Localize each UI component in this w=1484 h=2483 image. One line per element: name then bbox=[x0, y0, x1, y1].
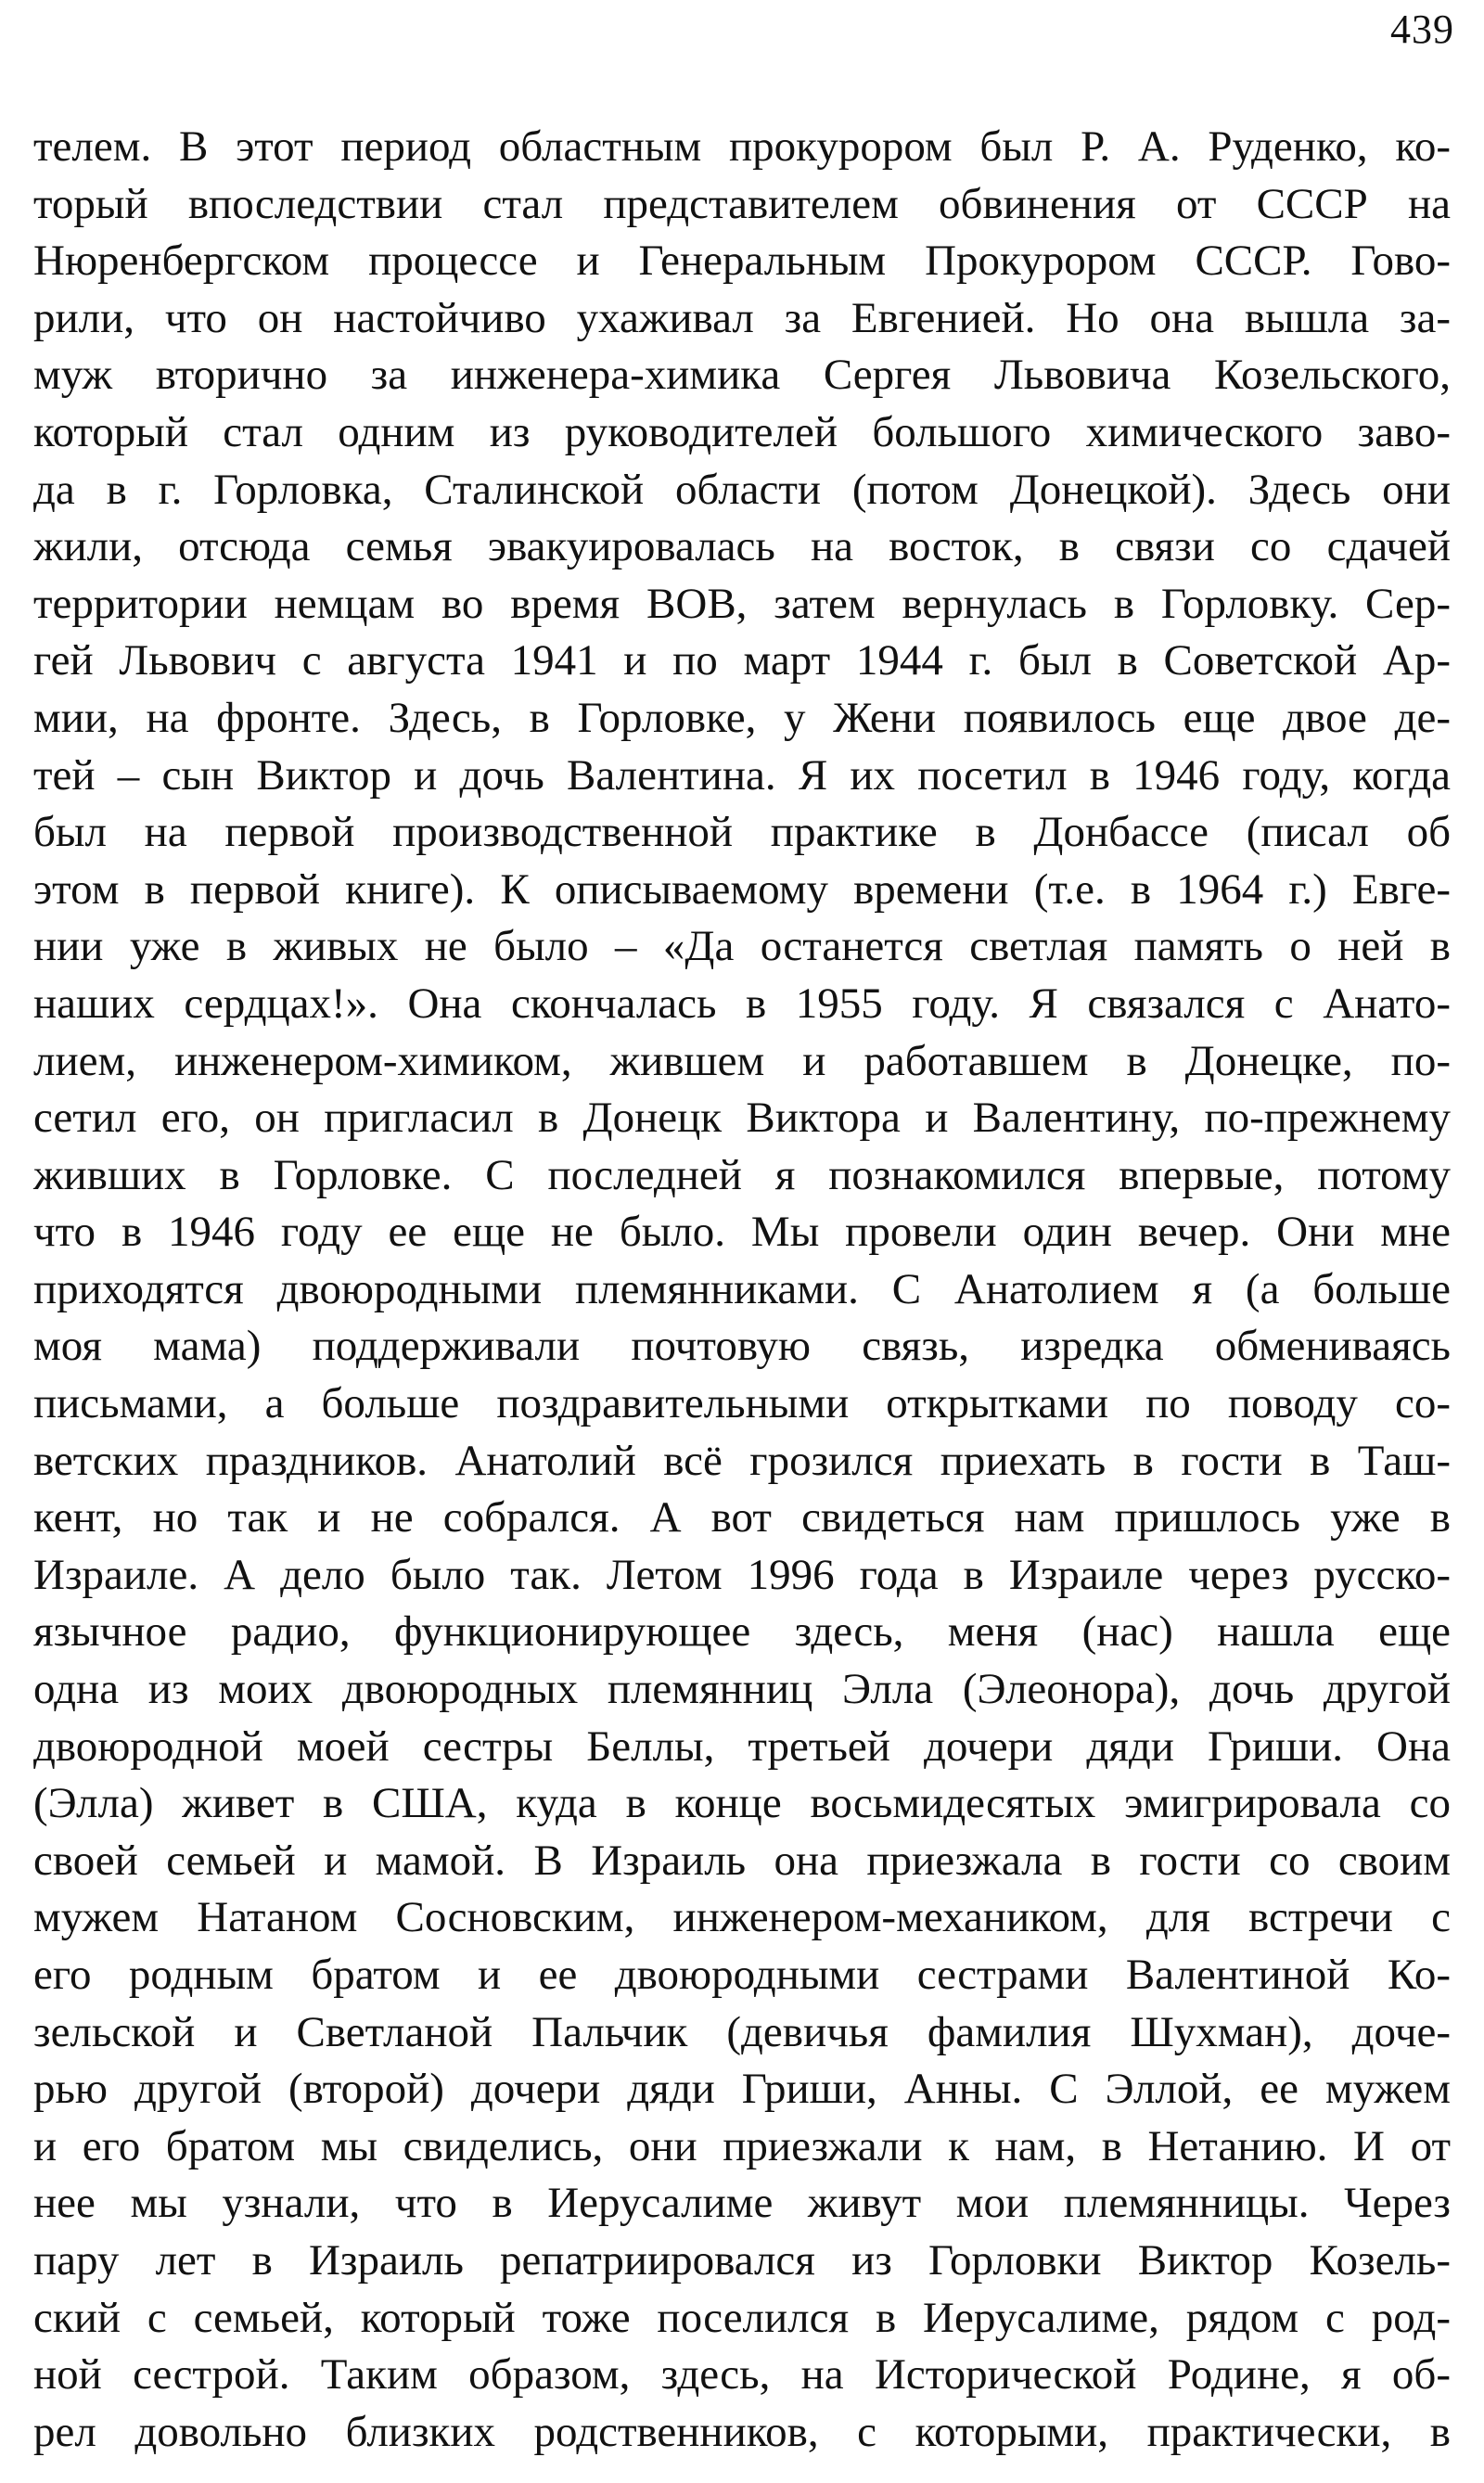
text-line: и его братом мы свиделись, они приезжали к нам, в Нетанию. И от bbox=[33, 2121, 1451, 2170]
text-line: письмами, а больше поздравительными открытками по поводу со- bbox=[33, 1379, 1451, 1428]
text-line: двоюродной моей сестры Беллы, третьей дочери дяди Гриши. Она bbox=[33, 1721, 1451, 1771]
text-line: который стал одним из руководителей большого химического заво- bbox=[33, 407, 1451, 456]
text-line: жили, отсюда семья эвакуировалась на восток, в связи со сдачей bbox=[33, 522, 1451, 571]
text-line: (Элла) живет в США, куда в конце восьмидесятых эмигрировала со bbox=[33, 1779, 1451, 1828]
text-line: рили, что он настойчиво ухаживал за Евгенией. Но она вышла за- bbox=[33, 293, 1451, 342]
text-line: одна из моих двоюродных племянниц Элла (Элеонора), дочь другой bbox=[33, 1665, 1451, 1714]
page-number: 439 bbox=[1390, 6, 1454, 52]
text-line: ной сестрой. Таким образом, здесь, на Исторической Родине, я об- bbox=[33, 2350, 1451, 2400]
text-line: нии уже в живых не было – «Да останется светлая память о ней в bbox=[33, 922, 1451, 971]
text-line: территории немцам во время ВОВ, затем вернулась в Горловку. Сер- bbox=[33, 579, 1451, 628]
text-line: моя мама) поддерживали почтовую связь, изредка обмениваясь bbox=[33, 1322, 1451, 1371]
text-line: тей – сын Виктор и дочь Валентина. Я их посетил в 1946 году, когда bbox=[33, 750, 1451, 800]
text-line: рью другой (второй) дочери дяди Гриши, Анны. С Эллой, ее мужем bbox=[33, 2065, 1451, 2114]
text-line: пару лет в Израиль репатриировался из Горловки Виктор Козель- bbox=[33, 2235, 1451, 2285]
text-line: торый впоследствии стал представителем обвинения от СССР на bbox=[33, 179, 1451, 228]
text-line: этом в первой книге). К описываемому времени (т.е. в 1964 г.) Евге- bbox=[33, 864, 1451, 914]
text-line: был на первой производственной практике в Донбассе (писал об bbox=[33, 808, 1451, 857]
text-line: зельской и Светланой Пальчик (девичья фамилия Шухман), доче- bbox=[33, 2007, 1451, 2056]
text-line: мии, на фронте. Здесь, в Горловке, у Жени появилось еще двое де- bbox=[33, 693, 1451, 742]
text-line: приходятся двоюродными племянниками. С Анатолием я (а больше bbox=[33, 1264, 1451, 1313]
text-line: ский с семьей, который тоже поселился в Иерусалиме, рядом с род- bbox=[33, 2293, 1451, 2342]
text-line: своей семьей и мамой. В Израиль она приезжала в гости со своим bbox=[33, 1836, 1451, 1885]
text-line: язычное радио, функционирующее здесь, меня (нас) нашла еще bbox=[33, 1607, 1451, 1657]
text-line: рел довольно близких родственников, с которыми, практически, в bbox=[33, 2407, 1451, 2456]
text-line: ветских праздников. Анатолий всё грозился приехать в гости в Таш- bbox=[33, 1436, 1451, 1485]
text-line: нее мы узнали, что в Иерусалиме живут мои племянницы. Через bbox=[33, 2179, 1451, 2228]
text-line: муж вторично за инженера-химика Сергея Львовича Козельского, bbox=[33, 351, 1451, 400]
text-line: телем. В этот период областным прокурором был Р. А. Руденко, ко- bbox=[33, 122, 1451, 171]
text-line: лием, инженером-химиком, жившем и работавшем в Донецке, по- bbox=[33, 1036, 1451, 1085]
text-line: сетил его, он пригласил в Донецк Виктора и Валентину, по-прежнему bbox=[33, 1094, 1451, 1143]
text-line: гей Львович с августа 1941 и по март 1944 г. был в Советской Ар- bbox=[33, 636, 1451, 685]
text-line: Израиле. А дело было так. Летом 1996 года в Израиле через русско- bbox=[33, 1550, 1451, 1599]
body-text bbox=[33, 119, 1451, 2461]
text-line: его родным братом и ее двоюродными сестрами Валентиной Ко- bbox=[33, 1951, 1451, 1999]
text-line: живших в Горловке. С последней я познакомился впервые, потому bbox=[33, 1150, 1451, 1199]
text-line: кент, но так и не собрался. А вот свидеться нам пришлось уже в bbox=[33, 1493, 1451, 1542]
text-line: что в 1946 году ее еще не было. Мы провели один вечер. Они мне bbox=[33, 1208, 1451, 1257]
text-line: да в г. Горловка, Сталинской области (потом Донецкой). Здесь они bbox=[33, 465, 1451, 514]
text-line: наших сердцах!». Она скончалась в 1955 году. Я связался с Анато- bbox=[33, 979, 1451, 1028]
text-line: Нюренбергском процессе и Генеральным Прокурором СССР. Гово- bbox=[33, 237, 1451, 286]
text-line: мужем Натаном Сосновским, инженером-механиком, для встречи с bbox=[33, 1893, 1451, 1942]
